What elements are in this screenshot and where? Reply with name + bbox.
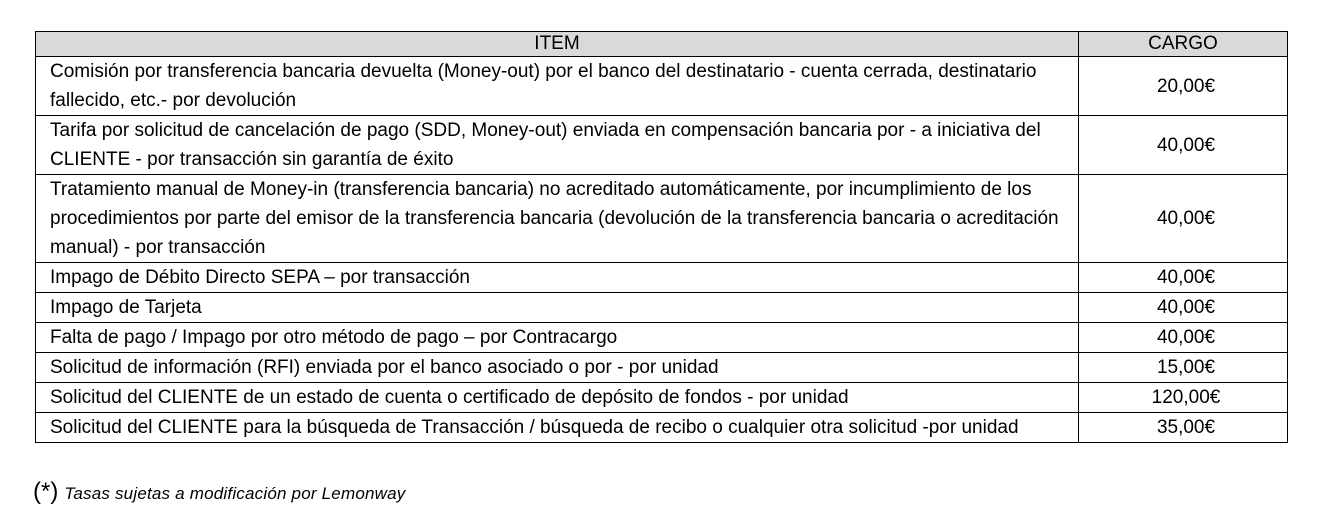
table-row — [36, 175, 1288, 263]
cargo-cell: 40,00€ — [1079, 175, 1288, 263]
cargo-cell: 20,00€ — [1079, 57, 1288, 116]
item-cell: Impago de Débito Directo SEPA – por transacción — [36, 263, 1079, 293]
table-body — [36, 57, 1288, 443]
fees-table — [35, 31, 1288, 443]
footnote-text: Tasas sujetas a modificación por Lemonway — [64, 484, 406, 503]
table-row — [36, 383, 1288, 413]
item-cell: Solicitud del CLIENTE de un estado de cuenta o certificado de depósito de fondos - por unidad — [36, 383, 1079, 413]
item-cell: Falta de pago / Impago por otro método de pago – por Contracargo — [36, 323, 1079, 353]
column-header-item: ITEM — [36, 32, 1079, 57]
table-row — [36, 116, 1288, 175]
cargo-cell: 40,00€ — [1079, 263, 1288, 293]
cargo-cell: 120,00€ — [1079, 383, 1288, 413]
footnote-mark: (*) — [33, 478, 59, 505]
table-row — [36, 263, 1288, 293]
cargo-cell: 40,00€ — [1079, 116, 1288, 175]
item-cell: Comisión por transferencia bancaria devuelta (Money-out) por el banco del destinatario - cuenta cerrada, destinatario fallecido, etc.- por devolución — [36, 57, 1079, 116]
cargo-cell: 15,00€ — [1079, 353, 1288, 383]
item-cell: Tratamiento manual de Money-in (transferencia bancaria) no acreditado automáticamente, por incumplimiento de los procedimientos por parte del emisor de la transferencia bancaria (devolución de la transferencia bancaria o acreditación manual) - por transacción — [36, 175, 1079, 263]
item-cell: Tarifa por solicitud de cancelación de pago (SDD, Money-out) enviada en compensación bancaria por - a iniciativa del CLIENTE - por transacción sin garantía de éxito — [36, 116, 1079, 175]
table-row — [36, 57, 1288, 116]
cargo-cell: 40,00€ — [1079, 293, 1288, 323]
table-row — [36, 413, 1288, 443]
cargo-cell: 40,00€ — [1079, 323, 1288, 353]
item-cell: Impago de Tarjeta — [36, 293, 1079, 323]
item-cell: Solicitud del CLIENTE para la búsqueda de Transacción / búsqueda de recibo o cualquier otra solicitud -por unidad — [36, 413, 1079, 443]
table-row — [36, 353, 1288, 383]
table-row — [36, 323, 1288, 353]
column-header-cargo: CARGO — [1079, 32, 1288, 57]
item-cell: Solicitud de información (RFI) enviada por el banco asociado o por - por unidad — [36, 353, 1079, 383]
header-row — [36, 32, 1288, 57]
cargo-cell: 35,00€ — [1079, 413, 1288, 443]
table-header — [36, 32, 1288, 57]
footnote — [33, 478, 405, 506]
table-row — [36, 293, 1288, 323]
